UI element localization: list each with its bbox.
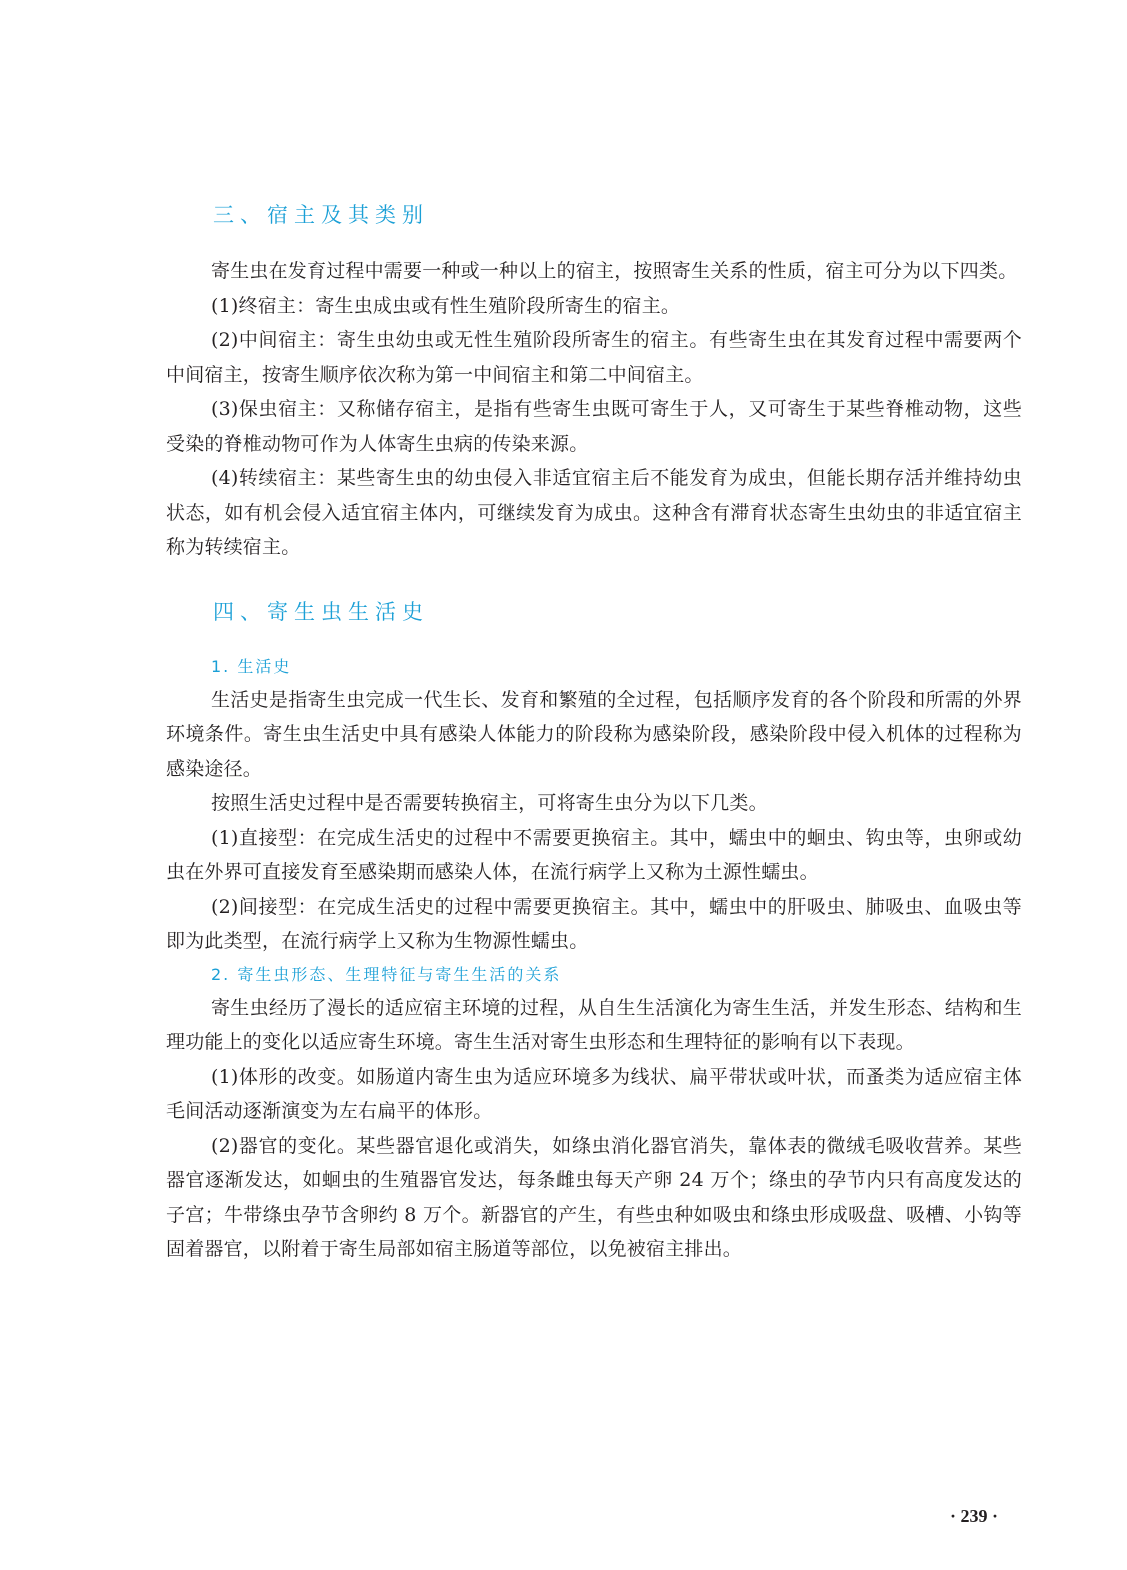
paragraph: 生活史是指寄生虫完成一代生长、发育和繁殖的全过程，包括顺序发育的各个阶段和所需的外界环境条件。寄生虫生活史中具有感染人体能力的阶段称为感染阶段，感染阶段中侵入机体的过程称为感染途径。	[166, 688, 1022, 780]
paragraph: (2)中间宿主：寄生虫幼虫或无性生殖阶段所寄生的宿主。有些寄生虫在其发育过程中需要两个中间宿主，按寄生顺序依次称为第一中间宿主和第二中间宿主。	[166, 329, 1022, 386]
paragraph: (4)转续宿主：某些寄生虫的幼虫侵入非适宜宿主后不能发育为成虫，但能长期存活并维持幼虫状态，如有机会侵入适宜宿主体内，可继续发育为成虫。这种含有滞育状态寄生虫幼虫的非适宜宿主称为转续宿主。	[166, 467, 1022, 558]
section-heading-life-history: 四、寄生虫生活史	[213, 599, 429, 624]
paragraph: (2)间接型：在完成生活史的过程中需要更换宿主。其中，蠕虫中的肝吸虫、肺吸虫、血吸虫等即为此类型，在流行病学上又称为生物源性蠕虫。	[166, 895, 1022, 952]
paragraph: (1)直接型：在完成生活史的过程中不需要更换宿主。其中，蠕虫中的蛔虫、钩虫等，虫卵或幼虫在外界可直接发育至感染期而感染人体，在流行病学上又称为土源性蠕虫。	[166, 826, 1022, 883]
page-number: · 239 ·	[950, 1506, 999, 1526]
section-heading-hosts: 三、宿主及其类别	[213, 203, 429, 227]
subsection-heading-life-history: 1. 生活史	[211, 656, 292, 676]
paragraph: (1)体形的改变。如肠道内寄生虫为适应环境多为线状、扁平带状或叶状，而蚤类为适应宿主体毛间活动逐渐演变为左右扁平的体形。	[166, 1065, 1022, 1122]
page-content	[166, 196, 1022, 1267]
paragraph: (2)器官的变化。某些器官退化或消失，如绦虫消化器官消失，靠体表的微绒毛吸收营养。某些器官逐渐发达，如蛔虫的生殖器官发达，每条雌虫每天产卵 24 万个；绦虫的孕节内只有高度发达的子宫；牛带绦虫孕节含卵约 8 万个。新器官的产生，有些虫种如吸虫和绦虫形成吸盘、吸槽、小钩等固着器官，以附着于寄生局部如宿主肠道等部位，以免被宿主排出。	[166, 1134, 1022, 1260]
paragraph: 寄生虫经历了漫长的适应宿主环境的过程，从自生生活演化为寄生生活，并发生形态、结构和生理功能上的变化以适应寄生环境。寄生生活对寄生虫形态和生理特征的影响有以下表现。	[166, 996, 1022, 1053]
paragraph: 按照生活史过程中是否需要转换宿主，可将寄生虫分为以下几类。	[211, 792, 768, 814]
paragraph: 寄生虫在发育过程中需要一种或一种以上的宿主，按照寄生关系的性质，宿主可分为以下四类。	[211, 260, 1018, 282]
paragraph: (3)保虫宿主：又称储存宿主，是指有些寄生虫既可寄生于人，又可寄生于某些脊椎动物，这些受染的脊椎动物可作为人体寄生虫病的传染来源。	[166, 398, 1022, 455]
subsection-heading-morphology: 2. 寄生虫形态、生理特征与寄生生活的关系	[211, 964, 562, 984]
paragraph: (1)终宿主：寄生虫成虫或有性生殖阶段所寄生的宿主。	[211, 294, 681, 317]
